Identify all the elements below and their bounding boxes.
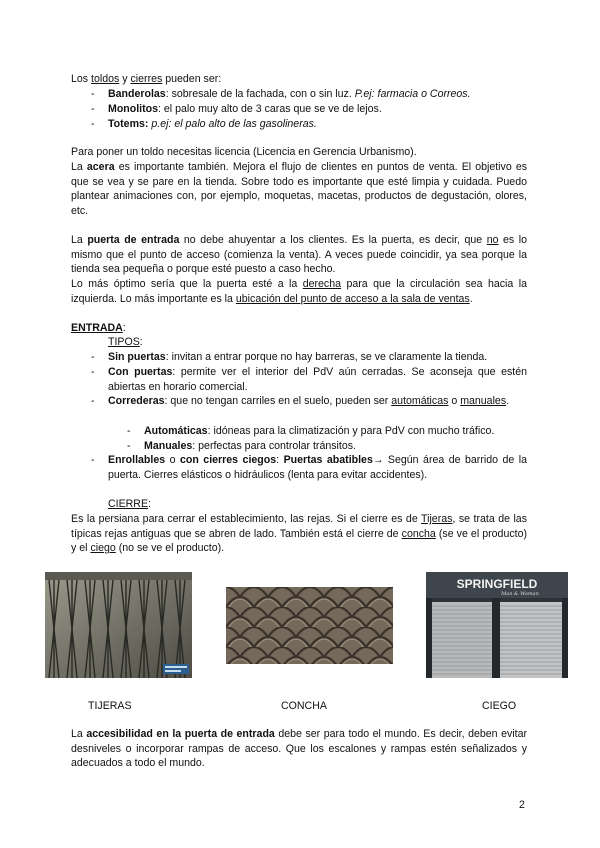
tijeras-photo xyxy=(45,572,192,678)
svg-text:SPRINGFIELD: SPRINGFIELD xyxy=(456,577,538,591)
accesibilidad-paragraph: La accesibilidad en la puerta de entrada debe ser para todo el mundo. Es decir, deben evitar desniveles o incorporar rampas de acceso. Que los escalones y rampas estén señalizados y adecuados a todo el mundo. xyxy=(71,728,527,770)
cierre-heading: CIERRE: xyxy=(108,498,151,510)
list-item: - Sin puertas: invitan a entrar porque no hay barreras, se ve claramente la tienda. xyxy=(91,351,488,363)
page-number: 2 xyxy=(519,799,525,811)
licencia-paragraph: Para poner un toldo necesitas licencia (Licencia en Gerencia Urbanismo). xyxy=(71,146,417,158)
list-item: - Correderas: que no tengan carriles en el suelo, pueden ser automáticas o manuales. xyxy=(91,395,510,407)
intro-line: Los toldos y cierres pueden ser: xyxy=(71,73,222,85)
list-item: - Monolitos: el palo muy alto de 3 caras que se ve de lejos. xyxy=(91,103,382,115)
list-item: - Banderolas: sobresale de la fachada, con o sin luz. P.ej: farmacia o Correos. xyxy=(91,88,471,100)
concha-photo xyxy=(226,587,393,664)
tijeras-caption: TIJERAS xyxy=(88,700,132,712)
ciego-photo xyxy=(426,572,568,678)
entrada-heading: ENTRADA: xyxy=(71,322,126,334)
sub-list-item: - Manuales: perfectas para controlar tránsitos. xyxy=(127,440,356,452)
puerta-ubicacion-paragraph: Lo más óptimo sería que la puerta esté a la derecha para que la circulación sea hacia la izquierda. Lo más importante es la ubicación del punto de acceso a la sala de ventas. xyxy=(71,278,527,305)
list-item: - Totems: p.ej: el palo alto de las gasolineras. xyxy=(91,118,317,130)
ciego-caption: CIEGO xyxy=(482,700,517,712)
sub-list-item: - Automáticas: idóneas para la climatización y para PdV con mucho tráfico. xyxy=(127,425,495,437)
concha-caption: CONCHA xyxy=(281,700,327,712)
cierre-paragraph: Es la persiana para cerrar el establecimiento, las rejas. Si el cierre es de Tijeras, se trata de las típicas rejas antiguas que se abren de lado. También está el cierre de concha (se ve el producto) y el ciego (no se ve el producto). xyxy=(71,513,527,555)
list-item: - Con puertas: permite ver el interior del PdV aún cerradas. Se aconseja que estén abiertas en horario comercial. xyxy=(91,366,527,393)
acera-paragraph: La acera es importante también. Mejora el flujo de clientes en puntos de venta. El objetivo es que se vea y se pare en la tienda. Sobre todo es importante que esté limpia y cuidada. Puedo plantear animaciones con, por ejemplo, moquetas, macetas, productos de degustación, olores, etc. xyxy=(71,161,528,217)
tipos-subheading: TIPOS: xyxy=(108,336,143,348)
svg-text:Man & Woman: Man & Woman xyxy=(501,591,539,597)
list-item: - Enrollables o con cierres ciegos: Puertas abatibles→ Según área de barrido de la puerta. Cierres elásticos o hidráulicos (lenta para evitar accidentes). xyxy=(91,454,527,481)
puerta-paragraph: La puerta de entrada no debe ahuyentar a los clientes. Es la puerta, es decir, que no es lo mismo que el punto de acceso (comienza la venta). A veces puede coincidir, ya sea porque la tienda sea pequeña o porque esté puesto a caso hecho. xyxy=(71,234,527,276)
